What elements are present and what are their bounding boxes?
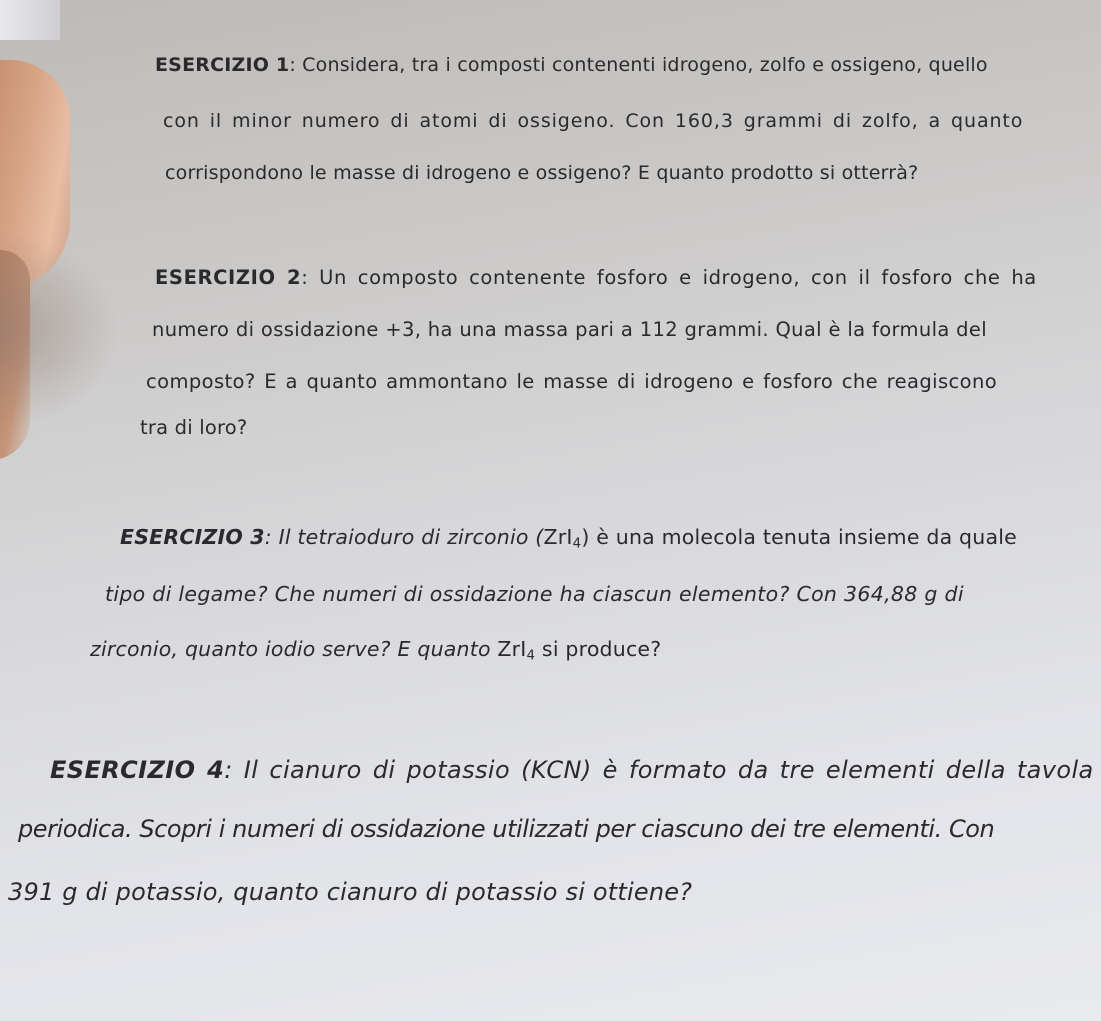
exercise-2-label: ESERCIZIO 2 — [155, 266, 302, 289]
exercise-3-label: ESERCIZIO 3 — [120, 525, 265, 549]
exercise-3-line-3 — [90, 637, 661, 663]
exercise-4-line-1 — [50, 756, 1094, 784]
exercise-3-formula-2: ZrI$_4$ — [497, 637, 536, 664]
exercise-4-text: : Il cianuro di potassio (KCN) è formato da tre elementi della tavola — [224, 756, 1094, 784]
exercise-1-line-3: corrispondono le masse di idrogeno e ossigeno? E quanto prodotto si otterrà? — [165, 162, 919, 184]
exercise-3-text-d: zirconio, quanto iodio serve? E quanto — [90, 637, 498, 661]
exercise-1-line-2: con il minor numero di atomi di ossigeno. Con 160,3 grammi di zolfo, a quanto — [163, 110, 1024, 132]
exercise-2-line-4: tra di loro? — [140, 416, 248, 439]
exercise-1-line-1 — [155, 54, 988, 76]
exercise-3-line-1 — [120, 525, 1017, 551]
exercise-3-text-a: : Il tetraioduro di zirconio ( — [264, 525, 544, 549]
exercise-2-line-1 — [155, 266, 1037, 289]
exercise-2-line-3: composto? E a quanto ammontano le masse di idrogeno e fosforo che reagiscono — [146, 370, 998, 393]
exercise-3-line-2 — [105, 582, 964, 606]
exercise-4-label: ESERCIZIO 4 — [50, 756, 225, 784]
exercise-4-line-3: 391 g di potassio, quanto cianuro di potassio si ottiene? — [8, 878, 693, 906]
exercise-3-text-c: tipo di legame? Che numeri di ossidazione ha ciascun elemento? Con 364,88 g di — [105, 582, 964, 606]
exercise-3-text-b: ) è una molecola tenuta insieme da quale — [581, 525, 1017, 549]
exercise-2-text: : Un composto contenente fosforo e idrogeno, con il fosforo che ha — [301, 266, 1037, 289]
exercise-3-text-e: si produce? — [535, 637, 662, 661]
exercise-3-formula: ZrI$_4$ — [543, 525, 582, 552]
exercise-1-text: : Considera, tra i composti contenenti idrogeno, zolfo e ossigeno, quello — [289, 54, 988, 76]
exercise-1-label: ESERCIZIO 1 — [155, 54, 290, 76]
exercise-2-line-2: numero di ossidazione +3, ha una massa pari a 112 grammi. Qual è la formula del — [152, 318, 988, 341]
exercise-4-line-2: periodica. Scopri i numeri di ossidazione utilizzati per ciascuno dei tre elementi. Con — [18, 815, 995, 843]
